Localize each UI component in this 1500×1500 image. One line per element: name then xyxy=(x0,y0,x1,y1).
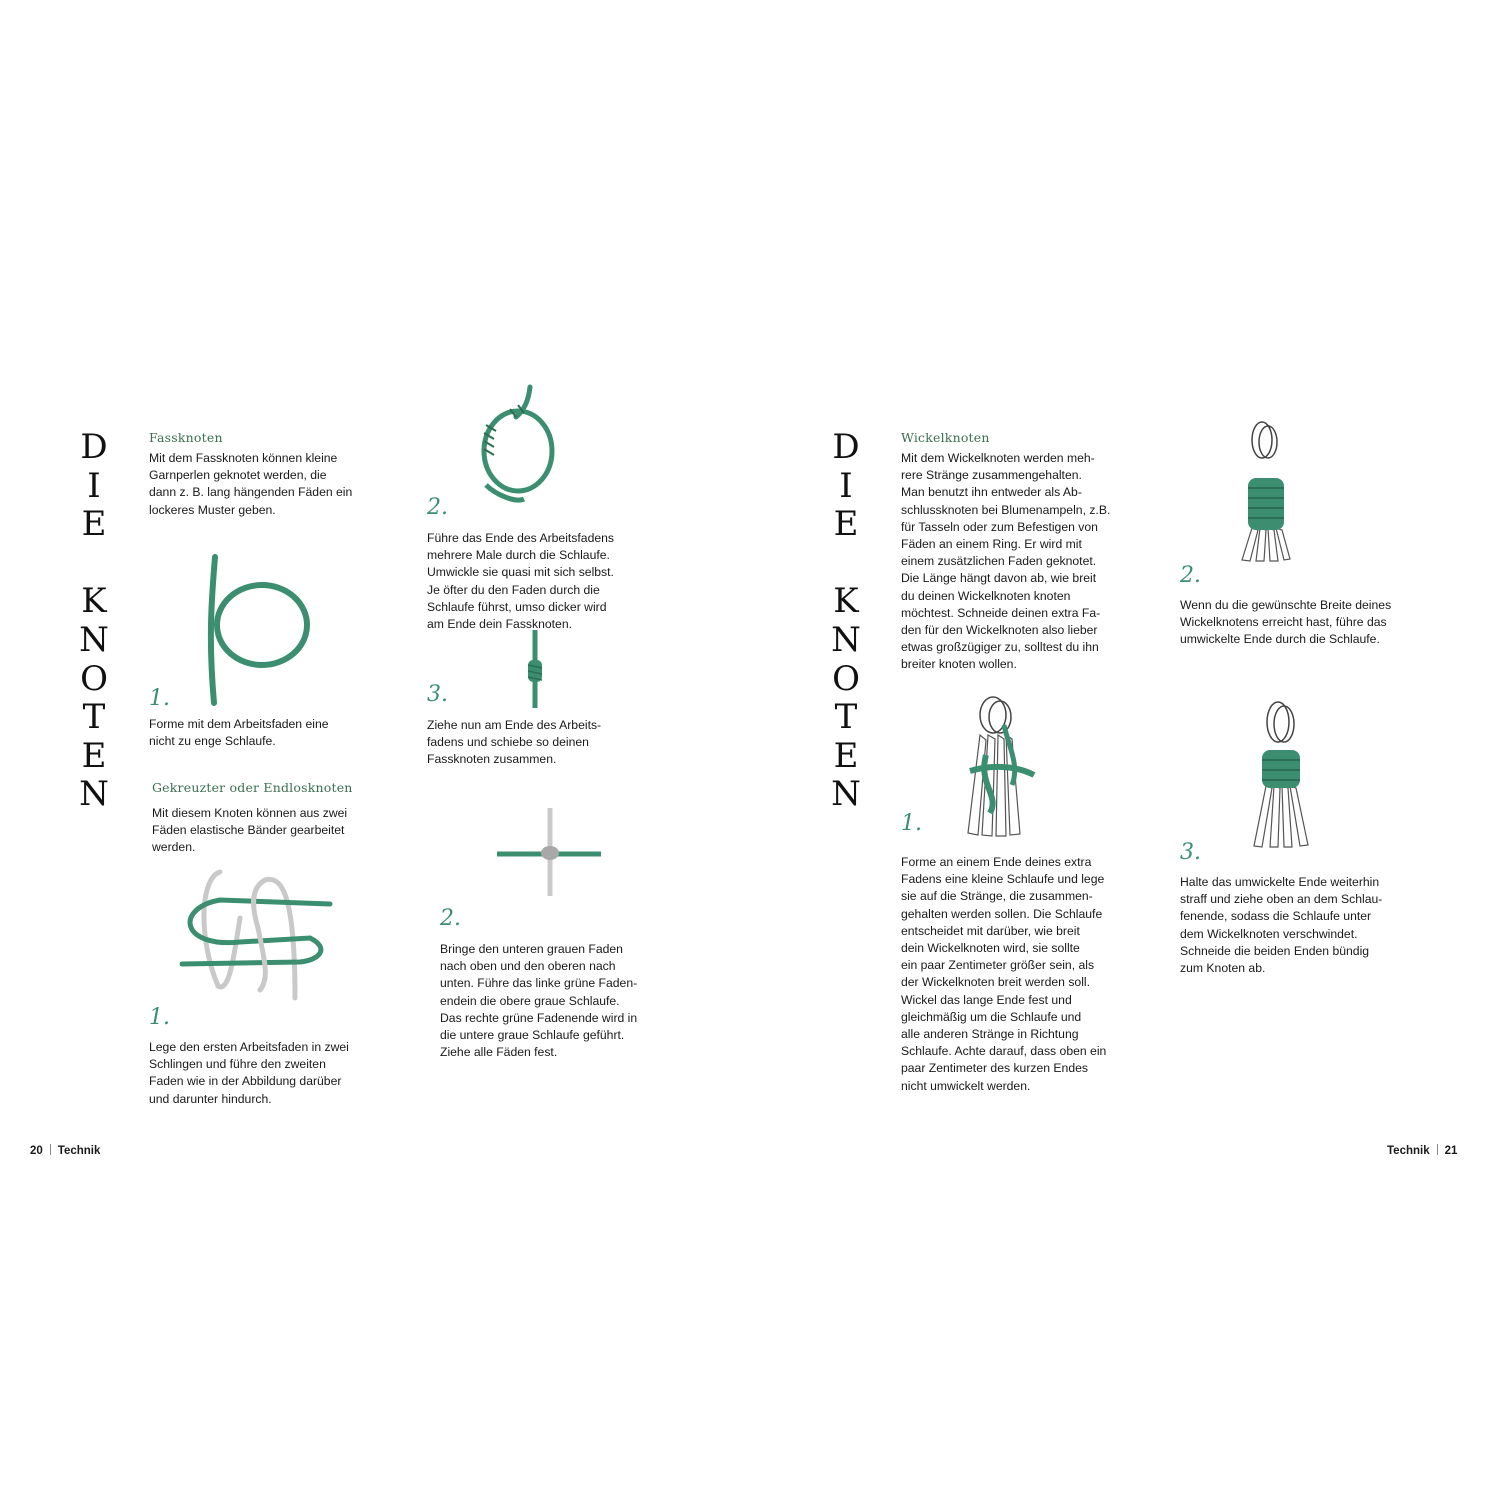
fassknoten-step2-illustration xyxy=(476,385,566,510)
wickelknoten-step3-text: Halte das umwickelte Ende weiterhin straff und ziehe oben an dem Schlau- fenende, sodass die Schlaufe unter dem Wickelknoten verschwindet. Schneide die beiden Enden bündig zum Knoten ab. xyxy=(1180,875,1383,976)
left-footer: 20 Technik xyxy=(30,1145,101,1157)
endlosknoten-step1-number: 1. xyxy=(149,1005,170,1030)
fassknoten-step3-text: Ziehe nun am Ende des Arbeits- fadens und schiebe so deinen Fassknoten zusammen. xyxy=(427,718,602,767)
wickelknoten-step2-text: Wenn du die gewünschte Breite deines Wickelknotens erreicht hast, führe das umwickelte Ende durch die Schlaufe. xyxy=(1180,598,1392,647)
endlosknoten-step2-number: 2. xyxy=(440,906,461,931)
fassknoten-step1-illustration xyxy=(190,555,320,705)
endlosknoten-step2-text: Bringe den unteren grauen Faden nach oben und den oberen nach unten. Führe das linke grüne Faden- endein die obere graue Schlaufe. Das rechte grüne Fadenende wird in die untere graue Schlaufe geführt. Ziehe alle Fäden fest. xyxy=(440,942,638,1060)
fassknoten-step1-number: 1. xyxy=(149,686,170,711)
wickelknoten-step2-number: 2. xyxy=(1180,563,1201,588)
fassknoten-step2-text: Führe das Ende des Arbeitsfadens mehrere Male durch die Schlaufe. Umwickle sie quasi mit sich selbst. Je öfter du den Faden durch die Schlaufe führst, umso dicker wird am Ende dein Fassknoten. xyxy=(427,531,614,632)
endlosknoten-intro: Mit diesem Knoten können aus zwei Fäden elastische Bänder gearbeitet werden. xyxy=(152,806,348,855)
fassknoten-intro: Mit dem Fassknoten können kleine Garnperlen geknotet werden, die dann z. B. lang hängenden Fäden ein lockeres Muster geben. xyxy=(149,451,353,517)
wickelknoten-step1-number: 1. xyxy=(901,811,922,836)
wickelknoten-step1-illustration xyxy=(960,695,1040,840)
fassknoten-step3-illustration xyxy=(520,630,550,710)
wickelknoten-step2-illustration xyxy=(1238,420,1294,565)
fassknoten-step3-number: 3. xyxy=(427,682,448,707)
fassknoten-heading: Fassknoten xyxy=(149,430,223,445)
fassknoten-step2-number: 2. xyxy=(427,495,448,520)
vertical-title-right: D I E K N O T E N xyxy=(831,427,861,815)
endlosknoten-step1-illustration xyxy=(180,868,340,1003)
wickelknoten-step3-number: 3. xyxy=(1180,840,1201,865)
wickelknoten-heading: Wickelknoten xyxy=(901,430,990,445)
right-footer: Technik 21 xyxy=(1387,1145,1458,1157)
wickelknoten-intro: Mit dem Wickelknoten werden meh- rere Stränge zusammengehalten. Man benutzt ihn entweder als Ab- schlussknoten bei Blumenampeln, z.B. für Tasseln oder zum Befestigen von Fäden an einem Ring. Er wird mit einem zusätzlichen Faden geknotet. Die Länge hängt davon ab, wie breit du deinen Wickelknoten knoten möchtest. Schneide deinen extra Fa- den für den Wickelknoten also lieber etwas großzügiger zu, solltest du ihn breiter knoten wollen. xyxy=(901,451,1111,672)
endlosknoten-step1-text: Lege den ersten Arbeitsfaden in zwei Schlingen und führe den zweiten Faden wie in der Abbildung darüber und darunter hindurch. xyxy=(149,1040,349,1106)
vertical-title-left: D I E K N O T E N xyxy=(79,427,109,815)
endlosknoten-heading: Gekreuzter oder Endlosknoten xyxy=(152,780,353,795)
wickelknoten-step3-illustration xyxy=(1250,700,1312,850)
fassknoten-step1-text: Forme mit dem Arbeitsfaden eine nicht zu enge Schlaufe. xyxy=(149,717,329,749)
wickelknoten-step1-text: Forme an einem Ende deines extra Fadens eine kleine Schlaufe und lege sie auf die Stränge, die zusammen- gehalten werden sollen. Die Schlaufe entscheidet mit darüber, wie breit dein Wickelknoten wird, sie sollte ein paar Zentimeter größer sein, als der Wickelknoten breit werden soll. Wickel das lange Ende fest und gleichmäßig um die Schlaufe und alle anderen Stränge in Richtung Schlaufe. Achte darauf, dass oben ein paar Zentimeter des kurzen Endes nicht umwickelt werden. xyxy=(901,855,1107,1093)
endlosknoten-step2-illustration xyxy=(495,806,605,898)
